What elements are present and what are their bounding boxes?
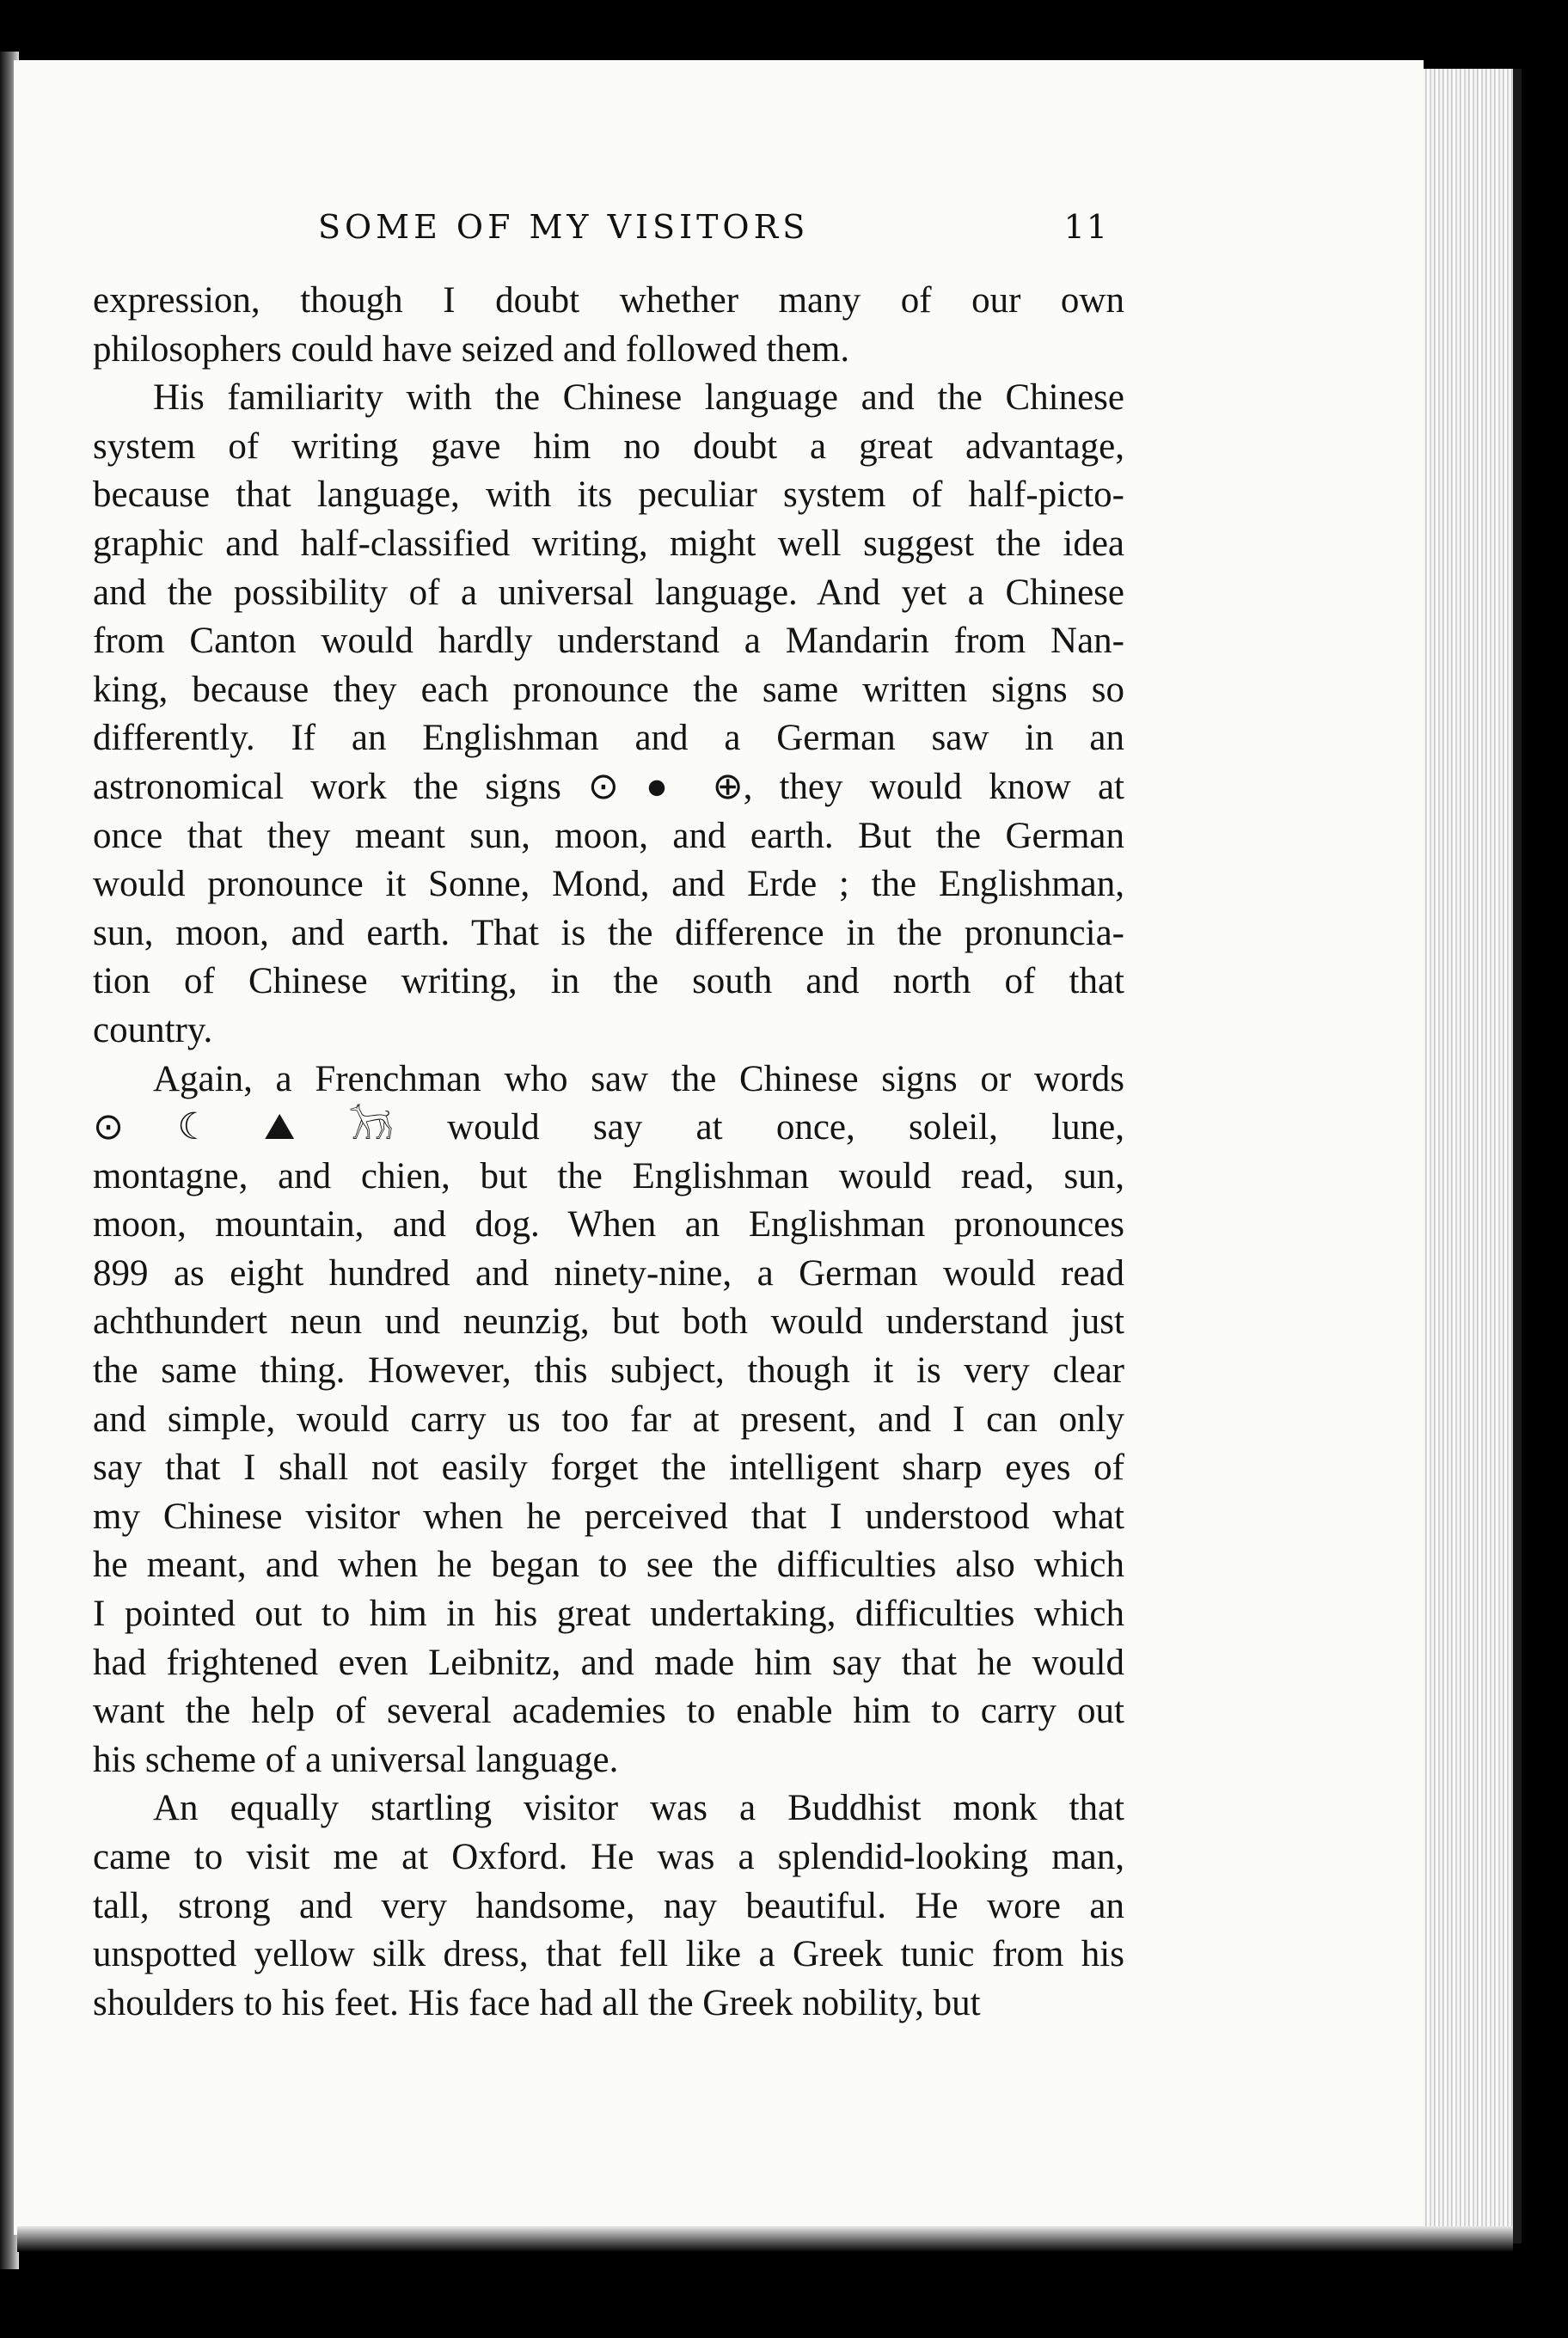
text-line: had frightened even Leibnitz, and made him say that he would	[93, 1642, 1124, 1683]
text-line: king, because they each pronounce the same written signs so	[93, 669, 1124, 710]
text-line: I pointed out to him in his great undertaking, difficulties which	[93, 1594, 1124, 1635]
text-line: unspotted yellow silk dress, that fell like a Greek tunic from his	[93, 1934, 1124, 1975]
text-line: montagne, and chien, but the Englishman would read, sun,	[93, 1155, 1124, 1197]
text-line: system of writing gave him no doubt a great advantage,	[93, 425, 1124, 467]
paragraph	[93, 277, 1124, 374]
text-line: achthundert neun und neunzig, but both would understand just	[93, 1301, 1124, 1343]
paragraph	[93, 1784, 1124, 2028]
text-line: his scheme of a universal language.	[93, 1739, 619, 1780]
text-line: sun, moon, and earth. That is the difference in the pronuncia-	[93, 912, 1124, 953]
text-line: came to visit me at Oxford. He was a splendid-looking man,	[93, 1837, 1124, 1877]
text-line: once that they meant sun, moon, and earth. But the German	[93, 815, 1124, 856]
text-line: An equally startling visitor was a Buddhist monk that	[153, 1788, 1124, 1829]
text-line: differently. If an Englishman and a German saw in an	[93, 718, 1124, 759]
running-head-title: SOME OF MY VISITORS	[318, 208, 810, 246]
text-line: moon, mountain, and dog. When an Englishman pronounces	[93, 1204, 1124, 1246]
text-line: and simple, would carry us too far at present, and I can only	[93, 1399, 1124, 1440]
text-line: say that I shall not easily forget the intelligent sharp eyes of	[93, 1447, 1124, 1489]
text-line: my Chinese visitor when he perceived that I understood what	[93, 1496, 1124, 1537]
bottom-shadow	[17, 2226, 1513, 2252]
text-line: shoulders to his feet. His face had all the Greek nobility, but	[93, 1982, 981, 2023]
text-line: expression, though I doubt whether many of our own	[93, 280, 1124, 321]
text-line: tion of Chinese writing, in the south and north of that	[93, 961, 1124, 1002]
text-line: the same thing. However, this subject, though it is very clear	[93, 1350, 1124, 1392]
text-line: graphic and half-classified writing, might well suggest the idea	[93, 523, 1124, 564]
text-line: tall, strong and very handsome, nay beautiful. He wore an	[93, 1885, 1124, 1926]
text-line: philosophers could have seized and followed them.	[93, 328, 850, 370]
text-line: country.	[93, 1009, 213, 1050]
text-line: he meant, and when he began to see the difficulties also which	[93, 1545, 1124, 1586]
text-line: 899 as eight hundred and ninety-nine, a German would read	[93, 1252, 1124, 1294]
text-line: astronomical work the signs ⊙ ● ⊕, they would know at	[93, 766, 1124, 807]
text-line: and the possibility of a universal language. And yet a Chinese	[93, 572, 1124, 613]
text-line: want the help of several academies to enable him to carry out	[93, 1691, 1124, 1732]
page-edges	[1418, 69, 1522, 2243]
text-line: from Canton would hardly understand a Mandarin from Nan-	[93, 621, 1124, 662]
body-text	[93, 277, 1124, 2028]
page-number: 11	[1063, 208, 1109, 246]
text-line: His familiarity with the Chinese language and the Chinese	[153, 377, 1124, 419]
text-line: because that language, with its peculiar system of half-picto-	[93, 474, 1124, 516]
paragraph	[93, 374, 1124, 1055]
paragraph	[93, 1056, 1124, 1785]
text-line: ⊙ ☾ ⛰ 𓃡 would say at once, soleil, lune,	[93, 1107, 1124, 1148]
running-head	[318, 208, 1109, 260]
text-line: Again, a Frenchman who saw the Chinese signs or words	[153, 1058, 1124, 1099]
text-line: would pronounce it Sonne, Mond, and Erde ; the Englishman,	[93, 864, 1124, 905]
